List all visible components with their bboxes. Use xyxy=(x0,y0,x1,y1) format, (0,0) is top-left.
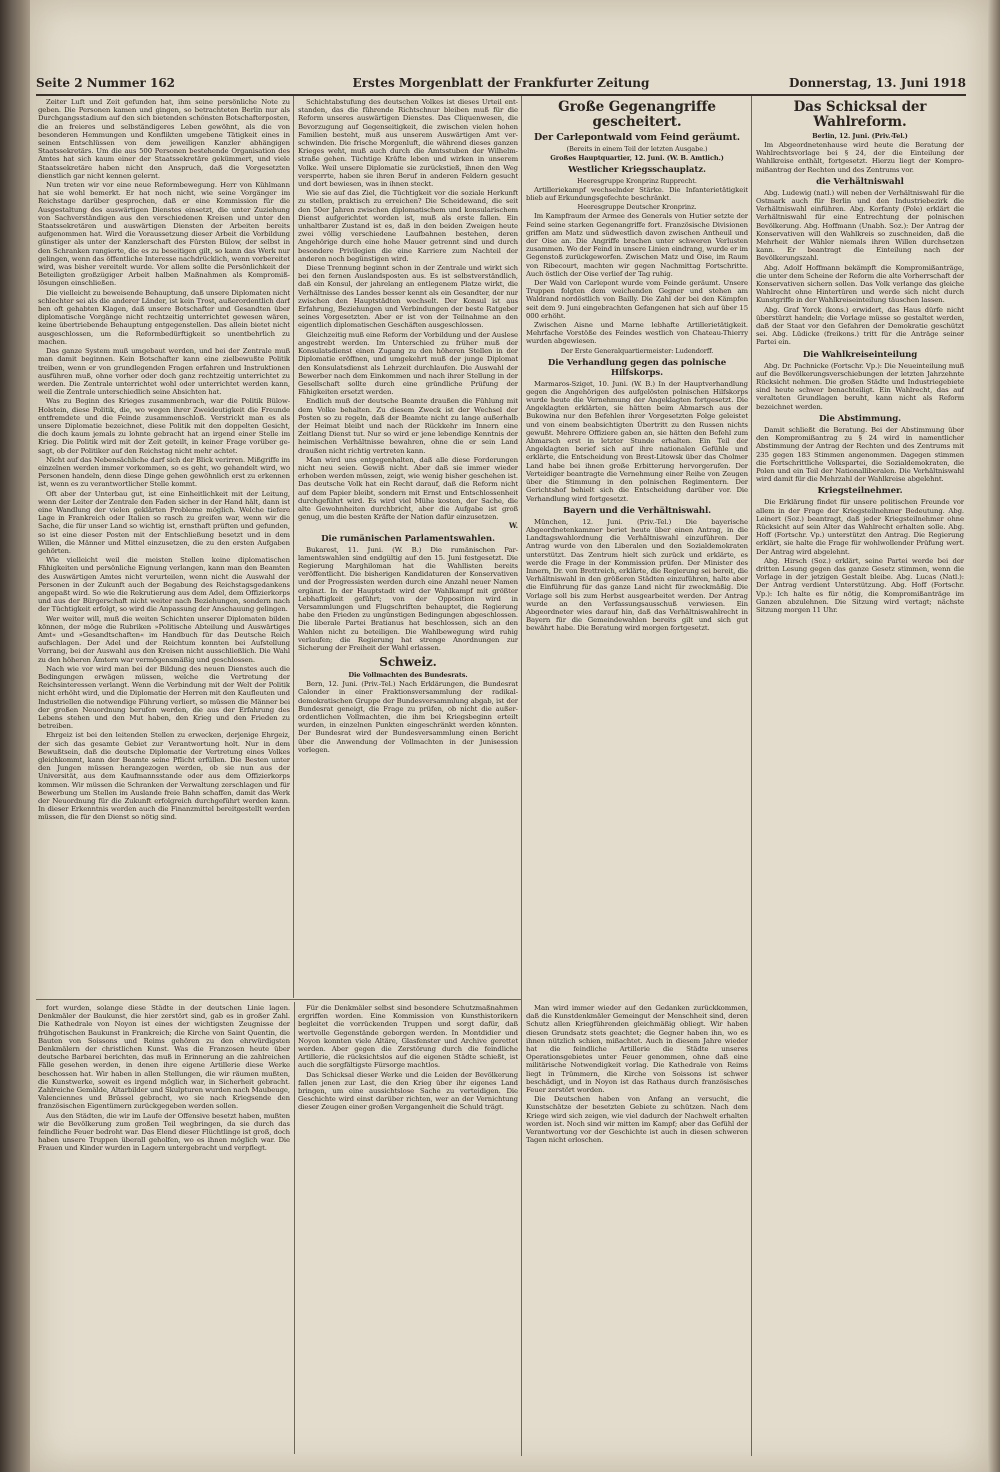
paragraph: Abg. Ludewig (natl.) will neben der Verhältniswahl für die Ostmark auch für Berlin und den Industriebezirk die Verhältniswahl einführen. Abg. Korfanty (Pole) erklärt die Verhältniswahl für eine Entrechtung der polnischen Bevölkerung. Abg. Hoffmann (Unabh. Soz.): Der Antrag der Konservativen will den Wahlkreis so zuschneiden, daß die Mehrheit der Wähler niemals ihren Willen durchsetzen kann. Er beantragt die Einteilung nach der Bevölkerungszahl. xyxy=(756,188,964,263)
article-column-2 xyxy=(298,98,518,996)
section-rule xyxy=(36,999,521,1000)
paragraph: Nun treten wir vor eine neue Reformbewegung. Herr von Kühlmann hat sie wohl bemerkt. Er hat noch nicht, wie seine Vorgänger im Reichstage darüber gesprochen, daß er eine Kommission für die Ausgestaltung des auswärtigen Dienstes einsetzt, die unter Zuziehung von Sachverständigen aus den verschiedenen Kreisen und unter den Staatssekretären und auswärtigen Diensten der Arbeiten bereits aufgenommen hat. Wird die Voraussetzung dieser Arbeit die Vorbildung günstiger als unter der Kanzlerschaft des Fürsten Bülow, der selbst in den Schranken rangierte, die es zu beseitigen gilt, so kann das Werk nur gelingen, wenn das öffentliche Interesse nachdrücklich, wenn vorbereitet wird, was bisher vereitelt wurde. Vor allem sollte die Persönlichkeit der Beteiligten großzügiger Arbeit halben Maßnahmen als Kompromißlösungen einschließen. xyxy=(38,181,290,288)
army-group: Heeresgruppe Kronprinz Rupprecht. xyxy=(577,177,697,185)
section-heading: Die Wahlkreiseinteilung xyxy=(802,349,918,360)
paragraph: Zwischen Aisne und Marne lebhafte Artillerietätigkeit. Mehrfache Vorstöße des Feindes westlich von Chateau-Thierry wurden abgewiesen. xyxy=(526,321,748,346)
paragraph: Für die Denkmäler selbst sind besondere Schutzmaßnahmen ergriffen worden. Eine Kommission von Kunsthistorikern begleitet die vorrückenden Truppen und sorgt dafür, daß wertvolle Gegenstände geborgen werden. In Montdidier und Noyon konnten viele Altäre, Glasfenster und Archive gerettet werden. Aber gegen die Zerstörung durch die feindliche Artillerie, die rücksichtslos auf die eigenen Städte schießt, ist auch die sorgfältigste Fürsorge machtlos. xyxy=(298,1004,518,1070)
section-heading: die Verhältniswahl xyxy=(816,176,904,187)
column-rule xyxy=(294,1002,295,1454)
paragraph: Nach wie vor wird man bei der Bildung des neuen Dienstes auch die Bedingungen erwägen müssen, welche die Vertretung der Reichsinteressen verlangt. Wenn die Verbindung mit der Welt der Politik nicht erhöht wird, und die Diplomatie der Herren mit den Kaufleuten und Industriellen die notwendige Führung verliert, so müssen die Männer bei der großen Neuordnung berufen werden, die aus der Erfahrung des Lebens stehen und den Mut haben, den Krieg und den Frieden zu betreiben. xyxy=(38,664,290,731)
paragraph: Abg. Adolf Hoffmann bekämpft die Kompromißanträge, die unter dem Scheine der Reform die alte Vorherrschaft der Konservativen sichern sollen. Das Volk verlange das gleiche Wahlrecht ohne Hintertüren und werde sich nicht durch Kunstgriffe in der Wahlkreiseinteilung täuschen lassen. xyxy=(756,263,964,305)
article-column-3 xyxy=(526,98,748,996)
binding-spine xyxy=(0,0,30,1472)
headline: Große Gegenangriffe gescheitert. xyxy=(558,99,716,130)
headline: Das Schicksal der Wahlreform. xyxy=(793,99,927,130)
paragraph: Marmaros-Sziget, 10. Juni. (W. B.) In der Hauptverhandlung gegen die Angehörigen des aufgelösten polnischen Hilfskorps wurde heute die Vernehmung der Angeklagten fortgesetzt. Die Angeklagten erklärten, sie hätten beim Abmarsch aus der Bukowina nur den Befehlen ihrer Vorgesetzten Folge geleistet und von einem beabsichtigten Übertritt zu den Russen nichts gewußt. Mehrere Offiziere gaben an, sie hätten den Befehl zum Abmarsch erst in letzter Stunde erhalten. Ein Teil der Angeklagten berief sich auf ihre nationalen Gefühle und erklärte, die Entscheidung von Brest-Litowsk über das Cholmer Land habe bei ihnen große Erbitterung hervorgerufen. Der Verteidiger beantragte die Vernehmung einer Reihe von Zeugen über die Stimmung in den polnischen Regimentern. Der Gerichtshof behielt sich die Entscheidung darüber vor. Die Verhandlung wird fortgesetzt. xyxy=(526,379,748,503)
paragraph: Man wird immer wieder auf den Gedanken zurückkommen, daß die Kunstdenkmäler Gemeingut der Menschheit sind, deren Schutz allen Kriegführenden gleichmäßig obliegt. Wir haben diesen Grundsatz stets geachtet; die Gegner haben ihn, wo es ihnen nützlich schien, mißachtet. Auch in diesem Jahre wieder hat die feindliche Artillerie die Städte unseres Operationsgebietes unter Feuer genommen, ohne daß eine militärische Notwendigkeit vorlag. Die Kathedrale von Reims liegt in Trümmern, die Kirche von Soissons ist schwer beschädigt, und in Noyon ist das Rathaus durch französisches Feuer zerstört worden. xyxy=(526,1004,748,1095)
paragraph: Wer weiter will, muß die weiten Schichten unserer Diplomaten bilden können, der möge die Rubriken »Politische Abteilung und Auswärtiges Amt« und »Gesandtschaften« im Handbuch für das Deutsche Reich aufschlagen. Der Adel und der Reichtum konnten bei Aufstellung Vorrang, bei der Auswahl aus den Kreisen nicht ausschließlich. Die Wahl zu den höheren Ämtern war vermögensmäßig und geschlossen. xyxy=(38,614,290,664)
paragraph: Aus den Städten, die wir im Laufe der Offensive besetzt haben, mußten wir die Bevölkerung zum großen Teil wegbringen, da sie durch das feindliche Feuer bedroht war. Das Elend dieser Flüchtlinge ist groß, doch haben unsere Truppen überall geholfen, wo es ihnen möglich war. Die Frauen und Kinder wurden in Lagern untergebracht und verpflegt. xyxy=(38,1111,290,1153)
section-heading: Die Abstimmung. xyxy=(818,413,902,424)
army-group: Heeresgruppe Deutscher Kronprinz. xyxy=(577,203,697,212)
issue-date: Donnerstag, 13. Juni 1918 xyxy=(789,76,966,90)
feuilleton-column-2 xyxy=(298,1004,518,1454)
paragraph: Das ganze System muß umgebaut werden, und bei der Zentrale muß man damit beginnen. Kein Botschafter kann eine zielbewußte Politik treiben, wenn er von grundlegenden Fragen erfahren und Instruktionen ausführen muß, ohne vorher oder doch ganz rechtzeitig unterrichtet zu werden. Die Zentrale unterrichtet wohl oder unterrichtet werden kann, weil die Zentrale unterschiedlich seine Absichten hat. xyxy=(38,347,290,397)
paragraph: Der Wald von Carlepont wurde vom Feinde geräumt. Unsere Truppen folgten dem weichenden Gegner und stehen am Waldrand nordöstlich von Bailly. Die Zahl der bei den Kämpfen seit dem 9. Juni eingebrachten Gefangenen hat sich auf über 15 000 erhöht. xyxy=(526,279,748,320)
paragraph: Die vielleicht zu beweisende Behauptung, daß unsere Diplomaten nicht schlechter sei als die anderer Länder, ist kein Trost, außerordentlich darf ben oft gehabten Klagen, daß unsere Botschafter und Gesandten über diplomatische Vorgänge nicht rechtzeitig unterrichtet gewesen wären, keine übertriebende Behauptung entgegenstellen. Das allein bietet nicht ausgeschlossen, um die Reformbedürftigkeit so unentbehrlich zu machen. xyxy=(38,288,290,346)
dateline: Großes Hauptquartier, 12. Juni. (W. B. Amtlich.) xyxy=(550,154,724,162)
paragraph: Endlich muß der deutsche Beamte draußen die Fühlung mit dem Volke behalten. Zu diesem Zweck ist der Wechsel der Posten so zu regeln, daß der Beamte nicht zu lange außerhalb der Heimat bleibt und nach der Rückkehr im Innern eine Zeitlang Dienst tut. Nur so wird er jene lebendige Kenntnis der heimischen Verhältnisse bewahren, ohne die er sein Land draußen nicht richtig vertreten kann. xyxy=(298,397,518,455)
paragraph: Man wird uns entgegenhalten, daß alle diese Forderungen nicht neu seien. Gewiß nicht. Aber daß sie immer wieder erhoben werden müssen, zeigt, wie wenig bisher geschehen ist. Das deutsche Volk hat ein Recht darauf, daß die Reform nicht auf dem Papier bleibt, sondern mit Ernst und Entschlossenheit durchgeführt wird. Es wird viel Mühe kosten, der Sache, die alte Gewohnheiten durchbricht, aber die Aufgabe ist groß genug, um die besten Kräfte der Nation dafür einzusetzen. xyxy=(298,455,518,522)
paragraph: Die Erklärung findet für unsere politischen Freunde vor allem in der Frage der Kriegsteilnehmer Bedeutung. Abg. Leinert (Soz.) beantragt, daß jeder Kriegsteilnehmer ohne Rücksicht auf sein Alter das Wahlrecht erhalten solle. Abg. Hoff (Fortschr. Vp.) unterstützt den Antrag. Die Regierung erklärt, sie halte die Frage für wohlwollender Prüfung wert. Der Antrag wird abgelehnt. xyxy=(756,498,964,556)
dateline: Berlin, 12. Juni. (Priv.-Tel.) xyxy=(812,132,908,140)
feuilleton-column-1 xyxy=(38,1004,290,1454)
signature-line: Der Erste Generalquartiermeister: Ludendorff. xyxy=(560,346,714,355)
paragraph: Nicht auf das Nebensächliche darf sich der Blick verirren. Mißgriffe im einzelnen werden immer vorkommen, so es geht, wo gehandelt wird, wo Personen handeln, denn diese Dinge gehen gewöhnlich erst zu erkennen ist, wenn es zu verantwortlicher Stelle kommt. xyxy=(38,455,290,489)
subheadline: Der Carlepontwald vom Feind geräumt. xyxy=(534,132,740,143)
page-edge xyxy=(988,0,1000,1472)
paragraph: Im Kampfraum der Armee des Generals von Hutier setzte der Feind seine starken Gegenangriffe fort. Französische Divisionen griffen am Matz und südwestlich davon zwischen Antheuil und der Oise an. Die Angriffe brachen unter schweren Verlusten zusammen. Wo der Feind in unsere Linien eindrang, wurde er im Gegenstoß zurückgeworfen. Zwischen Matz und Oise, im Raum von Ribecourt, machten wir gegen Nachmittag Fortschritte. Auch östlich der Oise verlief der Tag ruhig. xyxy=(526,212,748,278)
paragraph: Damit schließt die Beratung. Bei der Abstimmung über den Kompromißantrag zu § 24 wird in namentlicher Abstimmung der Antrag der Rechten und des Zentrums mit 235 gegen 183 Stimmen angenommen. Dagegen stimmen die Fortschrittliche Volkspartei, die Sozialdemokraten, die Polen und ein Teil der Nationalliberalen. Die Verhältniswahl wird damit für die Mehrzahl der Wahlkreise abgelehnt. xyxy=(756,425,964,484)
column-rule xyxy=(751,96,752,1456)
section-heading: Die rumänischen Parlamentswahlen. xyxy=(321,533,495,544)
paragraph: Wie vielleicht weil die meisten Stellen keine diplomatischen Fähigkeiten und persönliche Eignung verlangen, kann man den Beamten des Auswärtigen Amtes nicht verurteilen, wenn nicht die Auswahl der Personen in der Zukunft auch der Begabung des Reichstagsgedankens angepaßt wird. So wie die Rekrutierung aus dem Adel, dem Offizierkorps und aus der Bürgerschaft nicht weiter nach Beziehungen, sondern nach der Tüchtigkeit erfolgt, so wird die Anpassung der Anschauung gelingen. xyxy=(38,556,290,614)
article-column-4 xyxy=(756,98,964,1454)
paragraph: Schichtabstufung des deutschen Volkes ist dieses Urteil entstanden, das die führende Richtschnur bleiben muß für die Reform unseres auswärtigen Dienstes. Das Cliquenwesen, die Bevorzugung auf Gegenseitigkeit, die zwischen vielen hohen Familien besteht, muß aus unserem Auswärtigen Amt verschwinden. Die frische Morgenluft, die während dieses ganzen Krieges weht, muß auch durch die Amtsstuben der Wilhelmstraße gehen. Tüchtige Kräfte leben und wirken in unserem Volke. Weil unsere Diplomatie sie zurückstieß, ihnen den Weg versperrte, haben sie ihren Beruf in anderen Feldern gesucht und dort bewiesen, was in ihnen steckt. xyxy=(298,98,518,189)
section-heading: Westlicher Kriegsschauplatz. xyxy=(568,165,706,175)
paragraph: Im Abgeordnetenhause wird heute die Beratung der Wahlrechtsvorlage bei § 24, der die Einteilung der Wahlkreise enthält, fortgesetzt. Hierzu liegt der Kompromißantrag der Rechten und des Zentrums vor. xyxy=(756,141,964,174)
section-heading: Kriegsteilnehmer. xyxy=(817,486,903,497)
paragraph: Bukarest, 11. Juni. (W. B.) Die rumänischen Parlamentswahlen sind endgültig auf den 15. Juni festgesetzt. Die Regierung Marghiloman hat die Wahllisten bereits veröffentlicht. Die bisherigen Kandidaturen der Konservativen und der Progressisten werden durch eine Anzahl neuer Namen ergänzt. In der Hauptstadt wird der Wahlkampf mit größter Lebhaftigkeit geführt; von der Opposition wird in Versammlungen und Flugschriften behauptet, die Regierung habe den Frieden zu ungünstigen Bedingungen abgeschlossen. Die liberale Partei Bratianus hat beschlossen, sich an den Wahlen nicht zu beteiligen. Die Wahlbewegung wird ruhig verlaufen; die Regierung hat strenge Anordnungen zur Sicherung der Freiheit der Wahl erlassen. xyxy=(298,545,518,652)
section-heading: Die Verhandlung gegen das polnische Hilfskorps. xyxy=(547,357,727,378)
paragraph: Die Deutschen haben von Anfang an versucht, die Kunstschätze der besetzten Gebiete zu schützen. Nach dem Kriege wird sich zeigen, wie viel dadurch der Nachwelt erhalten worden ist. Noch sind wir mitten im Kampf; aber das Gefühl der Verantwortung vor der Geschichte ist auch in diesen schweren Tagen nicht erloschen. xyxy=(526,1095,748,1145)
column-rule xyxy=(293,96,294,998)
paragraph: Wie sie auf das Ziel, die Tüchtigkeit vor die soziale Herkunft zu stellen, praktisch zu erreichen? Die Scheidewand, die seit den 50er Jahren zwischen diplomatischem und konsularischem Dienst aufgerichtet worden ist, muß als erste fallen. Ein unhaltbarer Zustand ist es, daß in den beiden Zweigen heute zwei völlig verschiedene Laufbahnen bestehen, deren Angehörige durch eine hohe Mauer getrennt sind und durch besondere Privilegien die eine Karriere zum Nachteil der anderen noch begünstigen wird. xyxy=(298,189,518,263)
feuilleton-column-3 xyxy=(526,1004,748,1454)
paragraph: Bern, 12. Juni. (Priv.-Tel.) Nach Erklärungen, die Bundesrat Calonder in einer Fraktionsversammlung der radikal-demokratischen Gruppe der Bundesversammlung abgab, ist der Bundesrat geneigt, die Frage zu prüfen, ob nicht die außerordentlichen Vollmachten, die ihm bei Kriegsbeginn erteilt wurden, in einzelnen Punkten eingeschränkt werden könnten. Der Bundesrat wird der Bundesversammlung einen Bericht über die Anwendung der Vollmachten in der Junisession vorlegen. xyxy=(298,680,518,754)
paragraph: Oft aber der Unterbau gut, ist eine Einheitlichkeit mit der Leitung, wenn der Leiter der Zentrale den Faden sicher in der Hand hält, dann ist eine Wandlung der vielen geklärten Probleme möglich. Welche tiefere Lage in Frankreich oder Italien so rasch zu greifen war, wenn wir die Sache, die für unser Land so wichtig ist, ernsthaft prüften und gefunden, so ist eine dieser Posten mit der Entschließung besetzt und in dem Willen, die Männer und Mittel einzusetzen, die zu den ersten Aufgaben gehörten. xyxy=(38,489,290,555)
paragraph: Gleichzeitig muß eine Reform der Vorbildung und der Auslese angestrebt werden. Im Unterschied zu früher muß der Konsulatsdienst einen Zugang zu den höheren Stellen in der Diplomatie eröffnen, und umgekehrt muß der junge Diplomat den Konsulatsdienst als Lehrzeit durchlaufen. Die Auswahl der Bewerber nach dem Einkommen und nach ihrer Stellung in der Gesellschaft sollte durch eine gründliche Prüfung der Fähigkeiten ersetzt werden. xyxy=(298,330,518,397)
paragraph: Zeiter Luft und Zeit gefunden hat, ihm seine persönliche Note zu geben. Die Personen kamen und gingen, so betrachteten Berlin nur als Durchgangsstadium auf den sich bietenden schönsten Botschafterposten, die an freieres und selbständigeres Leben gewöhnt, als die von besonderen Hemmungen und Konflikten umgebene Tätigkeit eines in seinen Entschlüssen von dem jeweiligen Kanzler abhängigen Staatssekretärs. Um die aus 500 Personen bestehende Organisation des Amtes hat sich kaum einer der Staatssekretäre gekümmert, und viele Staatssekretäre haben nicht den Anspruch, daß die Vorgesetzten dienstlich gar nicht kennen gelernt. xyxy=(38,98,290,180)
paragraph: Das Schicksal dieser Werke und die Leiden der Bevölkerung fallen jenen zur Last, die den Krieg über ihr eigenes Land bringen, um eine aussichtslose Sache zu verteidigen. Die Geschichte wird einst darüber richten, wer an der Vernichtung dieser Zeugen einer großen Vergangenheit die Schuld trägt. xyxy=(298,1070,518,1112)
paragraph: Abg. Graf Yorck (kons.) erwidert, das Haus dürfe nicht überstürzt handeln; die Vorlage müsse so gestaltet werden, daß der Staat vor den Gefahren der Demokratie geschützt sei. Abg. Lüdicke (freikons.) tritt für die Anträge seiner Partei ein. xyxy=(756,305,964,347)
page-number: Seite 2 Nummer 162 xyxy=(36,76,176,90)
paragraph: Diese Trennung beginnt schon in der Zentrale und wirkt sich bei den fernen Auslandsposten aus. Es ist selbstverständlich, daß ein Konsul, der jahrelang an entlegenem Platze wirkt, die Verhältnisse des Landes besser kennt als ein Gesandter, der nur zwischen den Hauptstädten wechselt. Der Konsul ist aus Erfahrung, Beziehungen und Verbindungen der beste Ratgeber seines Vorgesetzten. Aber er ist von der Teilnahme an den eigentlich diplomatischen Geschäften ausgeschlossen. xyxy=(298,264,518,330)
masthead-line xyxy=(36,74,966,96)
section-heading: Schweiz. xyxy=(379,655,437,670)
edition-note: (Bereits in einem Teil der letzten Ausgabe.) xyxy=(566,145,708,153)
author-signature: W. xyxy=(508,521,518,531)
newspaper-title: Erstes Morgenblatt der Frankfurter Zeitung xyxy=(352,76,650,90)
paragraph: Abg. Dr. Pachnicke (Fortschr. Vp.): Die Neueinteilung muß auf die Bevölkerungsverschiebungen der letzten Jahrzehnte Rücksicht nehmen. Die großen Städte und Industriegebiete sind heute schwer benachteiligt. Ein Wahlrecht, das auf veralteten Grundlagen beruht, kann nicht als Reform bezeichnet werden. xyxy=(756,361,964,411)
paragraph: Artilleriekampf wechselnder Stärke. Die Infanterietätigkeit blieb auf Erkundungsgefechte beschränkt. xyxy=(526,186,748,203)
section-heading: Bayern und die Verhältniswahl. xyxy=(562,505,712,516)
subheading: Die Vollmachten des Bundesrats. xyxy=(348,671,468,680)
paragraph: Ehrgeiz ist bei den leitenden Stellen zu erwecken, derjenige Ehrgeiz, der sich das gesamte Gebiet zur Verantwortung holt. Nur in dem Bewußtsein, daß die deutsche Diplomatie der Vertretung eines Volkes gleichkommt, kann der Beamte seine Pflicht erfüllen. Die Besten unter den Jungen müssen herangezogen werden, ob sie nun aus der Universität, aus dem Kaufmannsstande oder aus dem Offizierkorps kommen. Wir müssen die Schranken der Verwaltung zerschlagen und für Bewerbung um Stellen im Auslande freie Bahn schaffen, damit das Werk der Neuordnung für die Zukunft erfolgreich durchgeführt werden kann. In dieser Erkenntnis werden auch die Finanzmittel bereitgestellt werden müssen, die für den Dienst so nötig sind. xyxy=(38,731,290,822)
paragraph: Was zu Beginn des Krieges zusammenbrach, war die Politik Bülow-Holstein, diese Politik, die, wo wegen ihrer Zweideutigkeit die Freunde entfremdete und die Feinde zusammenschloß. Verstrickt man es als unsere Diplomatie bezeichnet, diese Politik mit den doppelten Gesicht, die doch kaum jemals zu lohnte gebracht hat an irgend einer Stelle im Krieg. Die Politik wird mit der Zeit geteilt, in keiner Frage vorüber gesagt, ob der Politiker auf den Reichstag nicht mehr achtet. xyxy=(38,397,290,455)
article-column-1 xyxy=(38,98,290,996)
paragraph: Abg. Hirsch (Soz.) erklärt, seine Partei werde bei der dritten Lesung gegen das ganze Gesetz stimmen, wenn die Vorlage in der jetzigen Gestalt bleibe. Abg. Lucas (Natl.): Der Antrag verdient Unterstützung. Abg. Hoff (Fortschr. Vp.): Ich halte es für nötig, die Kompromißanträge im Ganzen abzulehnen. Die Sitzung wird vertagt; nächste Sitzung morgen 11 Uhr. xyxy=(756,556,964,614)
paragraph: fort wurden, solange diese Städte in der deutschen Linie lagen. Denkmäler der Baukunst, die hier zerstört sind, gab es in großer Zahl. Die Kathedrale von Noyon ist eines der wichtigsten Zeugnisse der frühgotischen Baukunst in Frankreich; die Kirche von Saint Quentin, die Bauten von Soissons und Reims gehören zu den ehrwürdigsten Denkmälern der christlichen Kunst. Was die Franzosen heute über deutsche Barbarei berichten, das muß in Erinnerung an die zahlreichen Fälle gesehen werden, in denen ihre eigene Artillerie diese Werke beschossen hat. Wir haben in allen Stellungen, die wir räumen mußten, die Kunstwerke, soweit es irgend möglich war, in Sicherheit gebracht. Zahlreiche Gemälde, Altarbilder und Skulpturen wurden nach Maubeuge, Valenciennes und Brüssel gebracht, wo sie nach Kriegsende den französischen Eigentümern zurückgegeben werden sollen. xyxy=(38,1004,290,1111)
paragraph: München, 12. Juni. (Priv.-Tel.) Die bayerische Abgeordnetenkammer beriet heute über einen Antrag, in die Landtagswahlordnung die Verhältniswahl einzuführen. Der Antrag wurde von den Liberalen und den Sozialdemokraten unterstützt. Das Zentrum hielt sich zurück und erklärte, es werde die Frage in der Kommission prüfen. Der Minister des Innern, Dr. von Brettreich, erklärte, die Regierung sei bereit, die Verhältniswahl in den größeren Städten einzuführen, halte aber die Einführung für das ganze Land nicht für zweckmäßig. Die Vorlage soll bis zum Herbst ausgearbeitet werden. Der Antrag wurde an den Verfassungsausschuß verwiesen. Ein Abgeordneter wies darauf hin, daß das Verhältniswahlrecht in Bayern für die Gemeindewahlen bereits gilt und sich gut bewährt habe. Die Beratung wird morgen fortgesetzt. xyxy=(526,517,748,633)
column-rule xyxy=(521,96,522,1456)
